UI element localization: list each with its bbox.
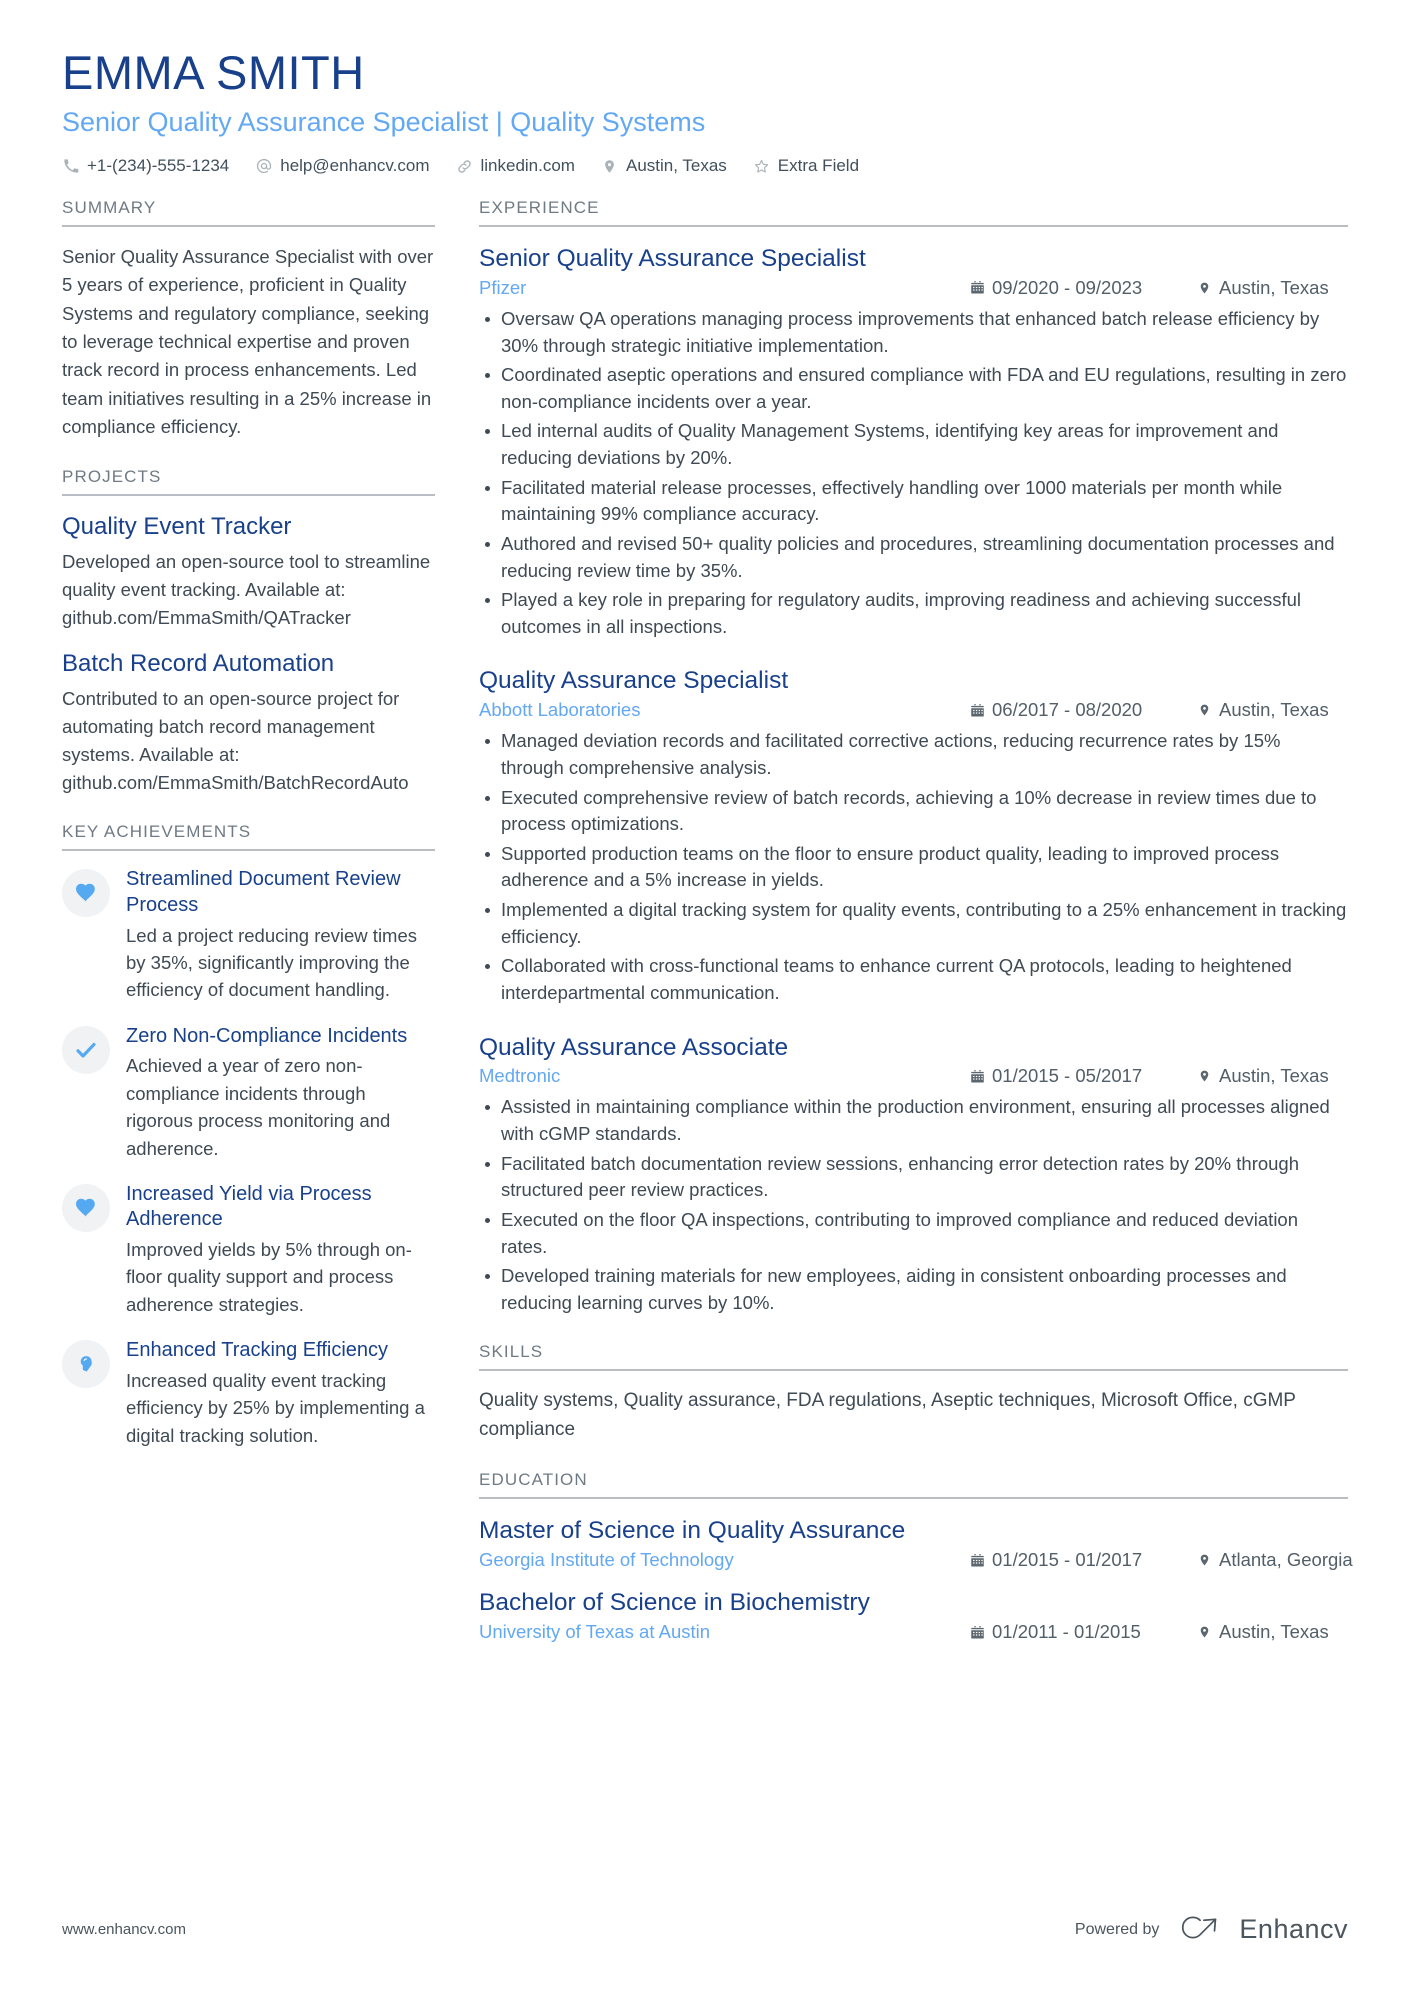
section-skills	[479, 1342, 1348, 1444]
job-bullet: Collaborated with cross-functional teams to enhance current QA protocols, leading to heightened interdepartmental communication.	[479, 953, 1348, 1006]
section-title-skills: SKILLS	[479, 1342, 1348, 1371]
section-education	[479, 1470, 1353, 1643]
location-pin-icon	[1196, 279, 1212, 296]
enhancv-brand-name: Enhancv	[1239, 1914, 1348, 1944]
project-description: Contributed to an open-source project for automating batch record management systems. Available at: github.com/EmmaSmith/BatchRecordAuto	[62, 688, 409, 793]
job-location	[1196, 277, 1348, 299]
job-bullet: Executed comprehensive review of batch records, achieving a 10% decrease in review times due to process optimizations.	[479, 785, 1348, 838]
resume-body	[0, 176, 1410, 1669]
skills-text: Quality systems, Quality assurance, FDA regulations, Aseptic techniques, Microsoft Office, cGMP compliance	[479, 1390, 1296, 1440]
job-bullet: Assisted in maintaining compliance within the production environment, ensuring all processes aligned with cGMP standards.	[479, 1094, 1348, 1147]
job-bullet: Played a key role in preparing for regulatory audits, improving readiness and achieving successful outcomes in all inspections.	[479, 587, 1348, 640]
achievement-description: Led a project reducing review times by 35%, significantly improving the efficiency of document handling.	[126, 924, 418, 1001]
contact-email[interactable]	[255, 156, 429, 176]
job-location-text: Austin, Texas	[1219, 699, 1329, 721]
resume-footer	[0, 1912, 1410, 1947]
job-role: Senior Quality Assurance Specialist	[479, 245, 866, 273]
calendar-icon	[969, 1552, 985, 1569]
phone-icon	[62, 157, 80, 175]
education-meta	[479, 1549, 1353, 1571]
project-name[interactable]: Quality Event Tracker	[62, 513, 292, 541]
calendar-icon	[969, 1068, 985, 1085]
education-dates	[969, 1621, 1174, 1643]
job-company[interactable]: Abbott Laboratories	[479, 699, 641, 721]
achievement-title: Increased Yield via Process Adherence	[126, 1182, 372, 1231]
enhancv-logo-icon	[1177, 1912, 1227, 1947]
job-bullet: Implemented a digital tracking system for quality events, contributing to a 25% enhancement in tracking efficiency.	[479, 897, 1348, 950]
left-column	[62, 198, 457, 1475]
page-title: EMMA SMITH	[62, 46, 365, 99]
calendar-icon	[969, 1624, 985, 1641]
job-bullet: Oversaw QA operations managing process improvements that enhanced batch release efficiency by 30% through strategic initiative implementation.	[479, 306, 1348, 359]
achievement-item	[62, 1338, 435, 1449]
project-item	[62, 512, 435, 631]
contact-location	[601, 156, 727, 176]
contact-email-text: help@enhancv.com	[280, 156, 430, 176]
powered-by-label: Powered by	[1074, 1920, 1160, 1938]
location-pin-icon	[1196, 1068, 1212, 1085]
section-projects	[62, 467, 435, 796]
section-key-achievements	[62, 822, 435, 1448]
job-meta	[479, 277, 1348, 299]
job-bullets	[479, 728, 1348, 1006]
link-icon	[455, 157, 473, 175]
achievement-title: Streamlined Document Review Process	[126, 868, 401, 917]
location-pin-icon	[1196, 1624, 1212, 1641]
section-title-projects: PROJECTS	[62, 467, 435, 496]
location-pin-icon	[601, 157, 619, 175]
achievement-item	[62, 1182, 435, 1318]
project-description: Developed an open-source tool to streamline quality event tracking. Available at: github.com/EmmaSmith/QATracker	[62, 551, 431, 628]
education-location	[1196, 1621, 1348, 1643]
brain-idea-icon	[62, 1340, 110, 1388]
footer-url[interactable]: www.enhancv.com	[62, 1921, 186, 1938]
education-item	[479, 1587, 1348, 1643]
professional-headline: Senior Quality Assurance Specialist | Quality Systems	[62, 106, 706, 137]
location-pin-icon	[1196, 1552, 1212, 1569]
education-location-text: Austin, Texas	[1219, 1621, 1329, 1643]
experience-item	[479, 1032, 1348, 1317]
education-item	[479, 1515, 1353, 1571]
education-dates-text: 01/2011 - 01/2015	[992, 1621, 1141, 1643]
education-degree: Master of Science in Quality Assurance	[479, 1517, 906, 1545]
job-bullet: Authored and revised 50+ quality policies and procedures, streamlining documentation processes and reducing review time by 35%.	[479, 531, 1348, 584]
job-bullet: Managed deviation records and facilitated corrective actions, reducing recurrence rates by 15% through comprehensive analysis.	[479, 728, 1348, 781]
summary-text: Senior Quality Assurance Specialist with over 5 years of experience, proficient in Quality Systems and regulatory compliance, seeking to leverage technical expertise and proven track record in process enhancements. Led team initiatives resulting in a 25% increase in compliance efficiency.	[62, 246, 434, 437]
education-dates	[969, 1549, 1174, 1571]
education-location-text: Atlanta, Georgia	[1219, 1549, 1353, 1571]
at-email-icon	[255, 157, 273, 175]
job-location-text: Austin, Texas	[1219, 1065, 1329, 1087]
experience-item	[479, 243, 1348, 640]
education-dates-text: 01/2015 - 01/2017	[992, 1549, 1143, 1571]
job-role: Quality Assurance Associate	[479, 1033, 789, 1061]
job-bullet: Facilitated material release processes, effectively handling over 1000 materials per month while maintaining 99% compliance accuracy.	[479, 475, 1348, 528]
job-dates-text: 09/2020 - 09/2023	[992, 276, 1143, 298]
education-location	[1196, 1549, 1353, 1571]
resume-header	[0, 0, 1410, 176]
job-dates	[969, 699, 1174, 721]
job-dates-text: 01/2015 - 05/2017	[992, 1065, 1143, 1087]
job-role: Quality Assurance Specialist	[479, 667, 789, 695]
contact-row	[62, 156, 1348, 176]
calendar-icon	[969, 702, 985, 719]
section-title-summary: SUMMARY	[62, 198, 435, 227]
achievement-item	[62, 1024, 435, 1162]
experience-item	[479, 665, 1348, 1006]
job-bullet: Led internal audits of Quality Management Systems, identifying key areas for improvement and reducing deviations by 20%.	[479, 418, 1348, 471]
section-title-experience: EXPERIENCE	[479, 198, 1348, 227]
calendar-icon	[969, 279, 985, 296]
job-meta	[479, 699, 1348, 721]
education-degree: Bachelor of Science in Biochemistry	[479, 1589, 870, 1617]
contact-location-text: Austin, Texas	[625, 156, 727, 176]
achievement-description: Improved yields by 5% through on-floor quality support and process adherence strategies.	[126, 1239, 412, 1315]
job-dates	[969, 277, 1174, 299]
job-location	[1196, 1065, 1348, 1087]
section-summary	[62, 198, 435, 441]
achievement-description: Increased quality event tracking efficiency by 25% by implementing a digital tracking solution.	[126, 1369, 425, 1446]
contact-linkedin-text: linkedin.com	[480, 156, 575, 176]
achievement-title: Zero Non-Compliance Incidents	[126, 1024, 408, 1047]
job-location-text: Austin, Texas	[1219, 276, 1329, 298]
achievement-item	[62, 867, 435, 1003]
job-meta	[479, 1065, 1348, 1087]
heart-icon	[62, 869, 110, 917]
contact-linkedin[interactable]	[455, 156, 575, 176]
contact-extra-field-text: Extra Field	[777, 156, 860, 176]
job-bullets	[479, 306, 1348, 641]
job-company[interactable]: Medtronic	[479, 1065, 561, 1087]
job-bullets	[479, 1094, 1348, 1316]
enhancv-brand	[1177, 1912, 1348, 1947]
job-dates-text: 06/2017 - 08/2020	[992, 699, 1143, 721]
job-bullet: Facilitated batch documentation review sessions, enhancing error detection rates by 20% through structured peer review practices.	[479, 1151, 1348, 1204]
education-meta	[479, 1621, 1348, 1643]
education-school[interactable]: Georgia Institute of Technology	[479, 1549, 734, 1571]
location-pin-icon	[1196, 702, 1212, 719]
job-bullet: Developed training materials for new employees, aiding in consistent onboarding processes and reducing learning curves by 10%.	[479, 1263, 1348, 1316]
section-title-education: EDUCATION	[479, 1470, 1348, 1499]
job-bullet: Supported production teams on the floor to ensure product quality, leading to improved process adherence and a 5% increase in yields.	[479, 841, 1348, 894]
job-bullet: Coordinated aseptic operations and ensured compliance with FDA and EU regulations, resulting in zero non-compliance incidents over a year.	[479, 362, 1348, 415]
job-dates	[969, 1065, 1174, 1087]
section-experience	[479, 198, 1348, 1316]
heart-icon	[62, 1184, 110, 1232]
achievement-title: Enhanced Tracking Efficiency	[126, 1339, 389, 1362]
right-column	[457, 198, 1353, 1669]
check-icon	[62, 1026, 110, 1074]
project-item	[62, 649, 435, 796]
contact-phone-text: +1-(234)-555-1234	[87, 156, 230, 176]
footer-brand-area	[1075, 1912, 1348, 1947]
contact-phone[interactable]	[62, 156, 229, 176]
achievement-description: Achieved a year of zero non-compliance incidents through rigorous process monitoring and adherence.	[126, 1055, 391, 1159]
star-icon	[753, 157, 771, 175]
contact-extra-field	[753, 156, 859, 176]
section-title-key-achievements: KEY ACHIEVEMENTS	[62, 822, 435, 851]
job-location	[1196, 699, 1348, 721]
job-company[interactable]: Pfizer	[479, 276, 527, 298]
job-bullet: Executed on the floor QA inspections, contributing to improved compliance and reduced deviation rates.	[479, 1207, 1348, 1260]
project-name[interactable]: Batch Record Automation	[62, 650, 335, 678]
education-school[interactable]: University of Texas at Austin	[479, 1621, 711, 1643]
